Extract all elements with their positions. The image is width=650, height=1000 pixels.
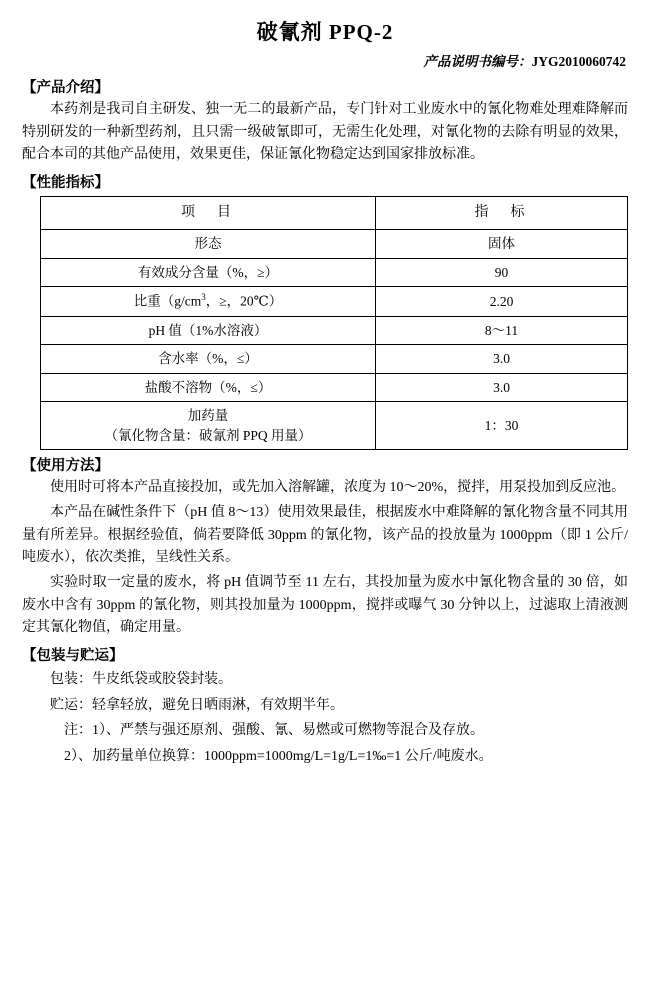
document-code-label: 产品说明书编号： (423, 54, 532, 69)
cell-value: 2.20 (376, 287, 628, 316)
packaging-note-2: 2）、加药量单位换算：1000ppm=1000mg/L=1g/L=1‰=1 公斤/吨废水。 (64, 749, 493, 765)
document-code-value: JYG2010060742 (531, 54, 626, 69)
usage-paragraph-3: 实验时取一定量的废水，将 pH 值调节至 11 左右，其投加量为废水中氰化物含量的 30 倍，如废水中含有 30ppm 的氰化物，则其投加量为 1000ppm，搅拌或曝气 30 分钟以上，过滤取上清液测定其氰化物值，确定用量。 (22, 575, 628, 636)
cell-value: 固体 (376, 230, 628, 259)
table-row (41, 345, 628, 374)
cell-item: pH 值（1%水溶液） (41, 316, 376, 345)
table-row (41, 316, 628, 345)
column-header-value: 指 标 (376, 197, 628, 230)
table-row (41, 230, 628, 259)
table-row (41, 287, 628, 316)
spec-table (40, 196, 628, 450)
cell-item: 比重（$g/cm^3$，≥，20℃） (41, 287, 376, 316)
cell-item (41, 402, 376, 450)
section-heading-spec: 【性能指标】 (22, 175, 109, 192)
page-title: 破氰剂 PPQ-2 (256, 20, 394, 44)
cell-value: 8～11 (376, 316, 628, 345)
cell-value: 3.0 (376, 345, 628, 374)
cell-item: 盐酸不溶物（%，≤） (41, 373, 376, 402)
cell-value: 90 (376, 258, 628, 287)
section-heading-packaging: 【包装与贮运】 (22, 648, 124, 665)
cell-value: 1：30 (376, 402, 628, 450)
intro-paragraph: 本药剂是我司自主研发、独一无二的最新产品，专门针对工业废水中的氰化物难处理难降解而特别研发的一种新型药剂，且只需一级破氰即可，无需生化处理，对氰化物的去除有明显的效果，配合本司的其他产品使用，效果更佳，保证氰化物稳定达到国家排放标准。 (22, 102, 628, 163)
superscript-3: 3 (201, 292, 206, 303)
packaging-line-1: 包装：牛皮纸袋或胶袋封装。 (50, 672, 232, 688)
table-row (41, 258, 628, 287)
packaging-line-2: 贮运：轻拿轻放，避免日晒雨淋，有效期半年。 (50, 698, 344, 714)
usage-paragraph-1: 使用时可将本产品直接投加，或先加入溶解罐，浓度为 10～20%，搅拌，用泵投加到反应池。 (50, 480, 626, 496)
cell-item: 有效成分含量（%，≥） (41, 258, 376, 287)
column-header-item: 项 目 (41, 197, 376, 230)
section-heading-usage: 【使用方法】 (22, 458, 109, 475)
table-row (41, 402, 628, 450)
packaging-note-1: 注：1）、严禁与强还原剂、强酸、氰、易燃或可燃物等混合及存放。 (64, 723, 484, 739)
cell-item: 含水率（%，≤） (41, 345, 376, 374)
cell-value: 3.0 (376, 373, 628, 402)
table-row (41, 373, 628, 402)
cell-item-line2: （氰化物含量：破氰剂 PPQ 用量） (104, 427, 312, 443)
document-code (22, 50, 626, 70)
table-header-row (41, 197, 628, 230)
usage-paragraph-2: 本产品在碱性条件下（pH 值 8～13）使用效果最佳，根据废水中难降解的氰化物含量不同其用量有所差异。根据经验值，倘若要降低 30ppm 的氰化物，该产品的投放量为 1000ppm（即 1 公斤/吨废水），依次类推，呈线性关系。 (22, 504, 628, 566)
cell-item: 形态 (41, 230, 376, 259)
section-heading-intro: 【产品介绍】 (22, 80, 109, 96)
cell-item-line1: 加药量 (187, 408, 229, 424)
